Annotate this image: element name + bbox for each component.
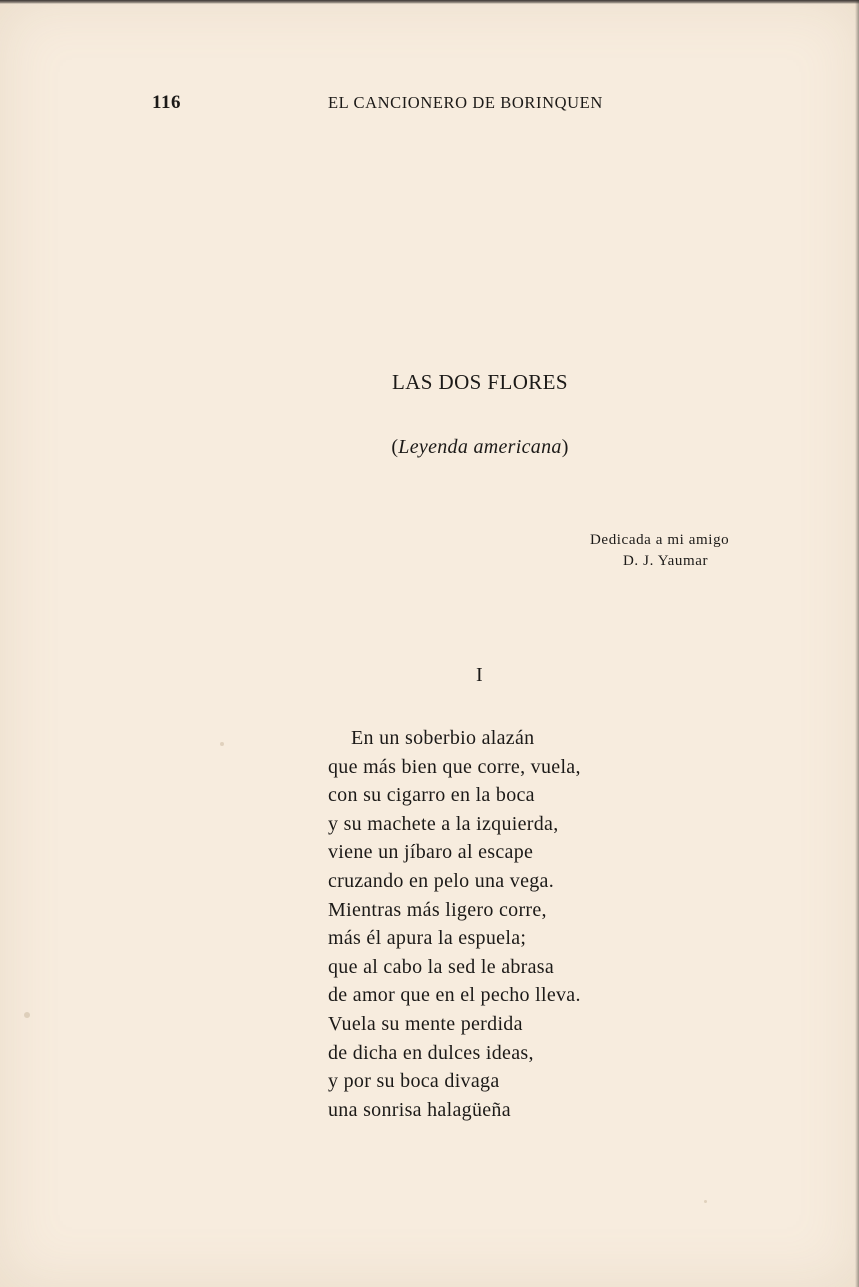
subtitle-text: Leyenda americana (398, 436, 562, 458)
poem-subtitle (0, 436, 859, 459)
poem-title: LAS DOS FLORES (392, 370, 568, 394)
section-number: I (476, 664, 483, 686)
verse-line: viene un jíbaro al escape (328, 841, 534, 864)
dedication-line-2: D. J. Yaumar (623, 553, 709, 569)
paper-speck (220, 742, 224, 746)
subtitle-close-paren: ) (561, 436, 569, 458)
verse-line: y por su boca divaga (328, 1070, 500, 1093)
verse-line: una sonrisa halagüeña (328, 1098, 511, 1121)
dedication (590, 530, 729, 572)
verse-line: que al cabo la sed le abrasa (328, 955, 555, 978)
verse-line: cruzando en pelo una vega. (328, 869, 555, 892)
verse-line: En un soberbio alazán (351, 727, 535, 749)
page-right-edge (855, 0, 859, 1287)
poem-verses (328, 724, 581, 1124)
verse-line: con su cigarro en la boca (328, 784, 535, 807)
running-head: EL CANCIONERO DE BORINQUEN (328, 93, 603, 112)
verse-line: de dicha en dulces ideas, (328, 1041, 534, 1064)
dedication-line-1: Dedicada a mi amigo (590, 532, 730, 548)
verse-line: Mientras más ligero corre, (328, 898, 547, 921)
paper-speck (704, 1200, 707, 1203)
page-number: 116 (152, 92, 181, 113)
paper-speck (24, 1012, 30, 1018)
subtitle-open-paren: ( (391, 436, 399, 458)
verse-line: Vuela su mente perdida (328, 1012, 523, 1035)
verse-line: y su machete a la izquierda, (328, 812, 559, 835)
verse-line: que más bien que corre, vuela, (328, 755, 581, 778)
verse-line: más él apura la espuela; (328, 927, 527, 950)
verse-line: de amor que en el pecho lleva. (328, 984, 581, 1007)
page-top-edge (0, 0, 859, 4)
